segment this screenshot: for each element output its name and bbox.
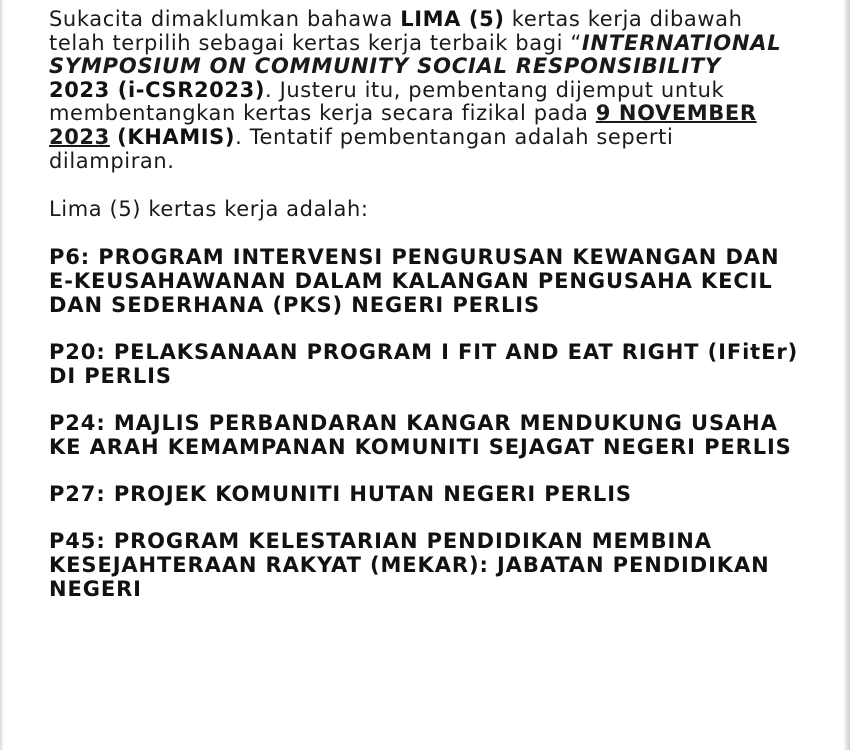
paper-list [49,245,799,601]
intro-text-2: kertas kerja dibawah telah terpilih sebagai kertas kerja terbaik bagi “ [49,7,743,55]
paper-item-p27: P27: PROJEK KOMUNITI HUTAN NEGERI PERLIS [49,482,632,507]
intro-text-3: . Justeru itu, pembentang dijemput untuk membentangkan kertas kerja secara fizikal pada [49,77,725,126]
paper-item-p45: P45: PROGRAM KELESTARIAN PENDIDIKAN MEMBINA KESEJAHTERAAN RAKYAT (MEKAR): JABATAN PENDIDIKAN NEGERI [49,529,770,602]
intro-text-4: . Tentatif pembentangan adalah seperti dilampiran. [49,124,674,173]
intro-text-1: Sukacita dimaklumkan bahawa [49,7,401,31]
left-edge-shadow [0,0,3,750]
announcement-body [49,8,799,624]
symposium-name: INTERNATIONAL SYMPOSIUM ON COMMUNITY SOCIAL RESPONSIBILITY [49,30,782,79]
presentation-day: (KHAMIS) [117,124,236,149]
symposium-year: 2023 (i-CSR2023) [49,77,266,102]
paper-item-p24: P24: MAJLIS PERBANDARAN KANGAR MENDUKUNG USAHA KE ARAH KEMAMPANAN KOMUNITI SEJAGAT NEGERI PERLIS [49,411,792,460]
paper-item-p6: P6: PROGRAM INTERVENSI PENGURUSAN KEWANGAN DAN E-KEUSAHAWANAN DALAM KALANGAN PENGUSAHA KECIL DAN SEDERHANA (PKS) NEGERI PERLIS [49,245,780,318]
paper-list-heading: Lima (5) kertas kerja adalah: [49,197,369,222]
right-edge-shadow [844,0,850,750]
paper-item-p20: P20: PELAKSANAAN PROGRAM I FIT AND EAT RIGHT (IFitEr) DI PERLIS [49,340,799,389]
paper-count: LIMA (5) [400,7,505,31]
announcement-paragraph [49,8,799,173]
presentation-date: 9 NOVEMBER 2023 [49,101,757,149]
